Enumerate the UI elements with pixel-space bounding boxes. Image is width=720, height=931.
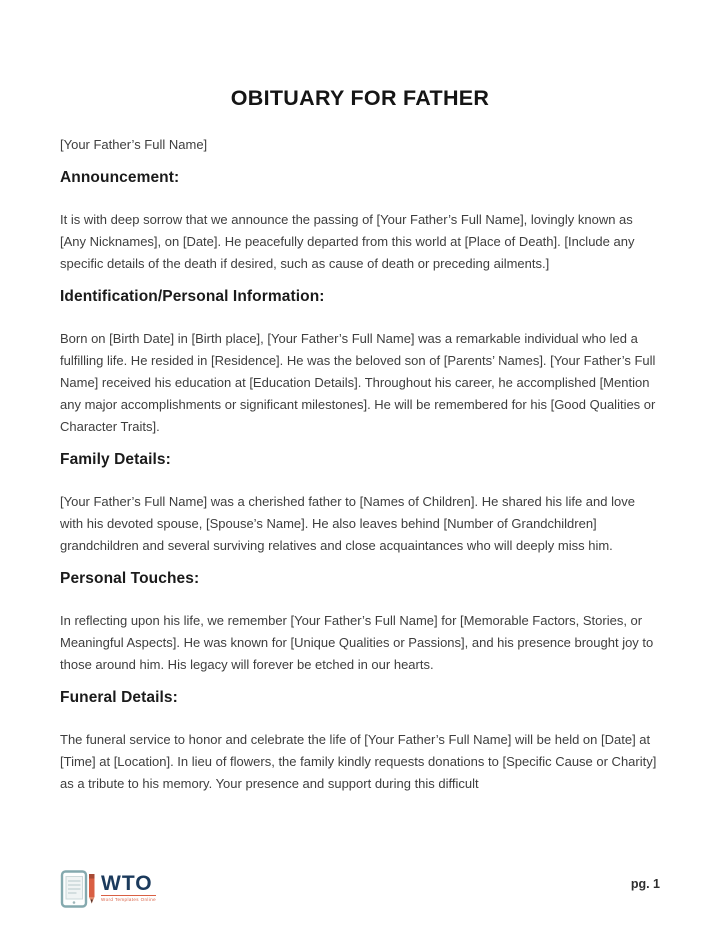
announcement-body: It is with deep sorrow that we announce the passing of [Your Father’s Full Name], lovingly known as [Any Nicknames], on [Date]. He peacefully departed from this world at [Place of Death]. [Include any specific details of the death if desired, such as cause of death or preceding ailments.]: [60, 212, 635, 271]
page-title: OBITUARY FOR FATHER: [230, 86, 490, 110]
father-name-placeholder: [Your Father’s Full Name]: [60, 137, 208, 152]
section-family-details: [60, 450, 660, 557]
logo-tagline: Word Templates Online: [101, 897, 157, 902]
family-details-heading: Family Details:: [60, 451, 171, 468]
identification-heading: Identification/Personal Information:: [60, 288, 325, 305]
announcement-heading: Announcement:: [60, 169, 180, 186]
logo-text-group: [101, 868, 156, 903]
logo-text: WTO: [101, 872, 153, 895]
document-pen-icon: [60, 868, 98, 910]
personal-touches-heading: Personal Touches:: [60, 570, 200, 587]
page-footer: [60, 866, 660, 912]
identification-body: Born on [Birth Date] in [Birth place], [Your Father’s Full Name] was a remarkable individual who led a fulfilling life. He resided in [Residence]. He was the beloved son of [Parents’ Names]. [Your Father’s Full Name] received his education at [Education Details]. Throughout his career, he accomplished [Mention any major accomplishments or significant milestones]. He will be remembered for his [Good Qualities or Character Traits].: [60, 331, 656, 434]
section-personal-touches: [60, 569, 660, 676]
footer-logo: [60, 868, 156, 910]
personal-touches-body: In reflecting upon his life, we remember [Your Father’s Full Name] for [Memorable Factors, Stories, or Meaningful Aspects]. He was known for [Unique Qualities or Passions], and his presence brought joy to those around him. His legacy will forever be etched in our hearts.: [60, 613, 654, 672]
page-number: pg. 1: [630, 877, 660, 891]
funeral-details-heading: Funeral Details:: [60, 689, 178, 706]
section-identification: [60, 287, 660, 438]
section-announcement: [60, 168, 660, 275]
funeral-details-body: The funeral service to honor and celebrate the life of [Your Father’s Full Name] will be held on [Date] at [Time] at [Location]. In lieu of flowers, the family kindly requests donations to [Specific Cause or Charity] as a tribute to his memory. Your presence and support during this difficult: [60, 732, 657, 791]
section-funeral-details: [60, 688, 660, 795]
family-details-body: [Your Father’s Full Name] was a cherished father to [Names of Children]. He shared his life and love with his devoted spouse, [Spouse’s Name]. He also leaves behind [Number of Grandchildren] grandchildren and several surviving relatives and close acquaintances who will deeply miss him.: [60, 494, 635, 553]
